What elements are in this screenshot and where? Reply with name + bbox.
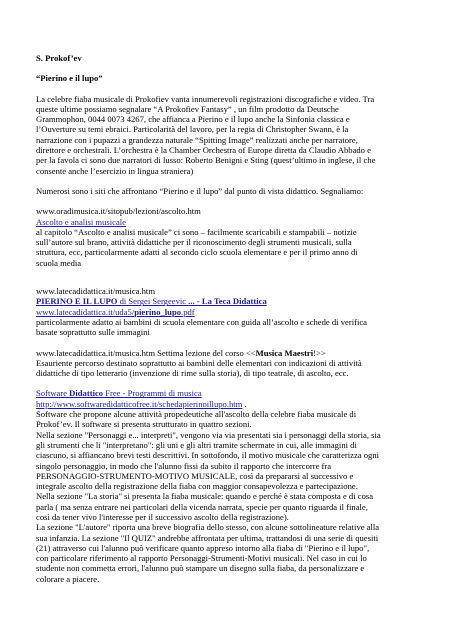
site-oradimusica [36, 206, 420, 268]
description-line: sua infanzia. La sezione "Il QUIZ" andrebbe affrontata per ultima, trattandosi di una serie di quesiti [36, 532, 379, 543]
lesson-text: .htm Settima lezione del corso << [139, 347, 256, 358]
pierino-lupo-link[interactable] [36, 296, 420, 306]
ascolto-analisi-link[interactable]: Ascolto e analisi musicale [36, 216, 126, 227]
link-text[interactable]: Software [36, 388, 70, 399]
intro-line: narrazione con i pupazzi a grandezza naturale “Spitting Image” realizzati anche per narratore, [36, 134, 358, 145]
site-url[interactable] [36, 286, 420, 296]
description-line: gli strumenti che li "interpretano": gli uni e gli altri tramite schermate in cui, alle immagini di [36, 439, 357, 450]
intro-line: Grammophon, 0044 0073 4267, che affianca a Pierino e il lupo anche la Sinfonia classica e [36, 114, 350, 125]
link-text-bold[interactable]: Didattica [232, 296, 267, 307]
site-description-line: struttura, ecc, particolarmente adatti al secondo ciclo scuola elementare e per il primo anno di [36, 247, 358, 258]
pdf-url-ext[interactable]: .pdf [181, 306, 195, 317]
description-line: Prokof’ev. Il software si presenta strutturato in quattro sezioni. [36, 419, 252, 430]
intro-line: La celebre fiaba musicale di Prokofiev vanta innumerevoli registrazioni discografiche e video. Tra [36, 93, 375, 104]
site-url[interactable]: www.oradimusica.it/sitopub/lezioni/ascolto.htm [36, 206, 201, 217]
lesson-text-end: !>> [313, 347, 326, 358]
intro-paragraph [36, 94, 420, 176]
description-line: colorare a piacere. [36, 573, 100, 584]
lesson-line [36, 348, 420, 358]
link-text-bold[interactable]: PIERINO E IL LUPO [36, 296, 118, 307]
description-line: con particolare riferimento al rapporto Personaggi-Strumenti-Motivi musicali. Nel caso in cui lo [36, 553, 367, 564]
description-line: studente non commetta errori, l'alunno può stampare un disegno sulla fiaba, da personalizzare e [36, 563, 365, 574]
intro-line: queste ultime possiamo segnalare “A Prokofiev Fantasy” , un film prodotto da Deutsche [36, 103, 339, 114]
intro-line: per la favola ci sono due narratori di lusso: Roberto Benigni e Sting (quest’ultimo in inglese, il che [36, 155, 376, 166]
intro-line: direttore e orchestrali. L’orchestra è la Chamber Orchestra of Europe diretta da Claudio Abbado e [36, 145, 371, 156]
sites-intro: Numerosi sono i siti che affrontano “Pierino e il lupo” dal punto di vista didattico. Segnaliamo: [36, 185, 364, 196]
site-latecadidattica [36, 286, 420, 337]
description-line: singolo personaggio, in modo che l'alunno fissi da subito il rapporto che intercorre fra [36, 460, 332, 471]
description-line: Nella sezione "Personaggi e... interpreti", vengono via via presentati sia i personaggi della storia, sia [36, 429, 381, 440]
site-url-text[interactable]: www.latecadidattica.it/musica [36, 347, 140, 358]
site-latecadidattica-musica [36, 348, 420, 379]
description-line: (21) attraverso cui l'alunno può verificare quanto appreso intorno alla fiaba di "Pierino e il lupo", [36, 542, 370, 553]
document-page [36, 53, 420, 584]
url-suffix: . [242, 398, 247, 409]
site-description-line: sull’autore sul brano, attività didattiche per il riconoscimento degli strumenti musicali, sulla [36, 237, 352, 248]
software-url-line [36, 399, 420, 409]
intro-line: l’Ouverture su temi ebraici. Particolarità del lavoro, per la regia di Christopher Swann, è la [36, 124, 349, 135]
site-description-line: didattiche di tipo letterario (invenzione di rime sulla storia), di tipo teatrale, di ascolto, ecc. [36, 368, 349, 379]
intro-line: consente anche l’esercizio in lingua straniera) [36, 165, 194, 176]
document-heading: S. Prokof’ev [36, 53, 82, 63]
document-subheading: “Pierino e il lupo” [36, 73, 103, 84]
description-line: integrale ascolto della registrazione della fiaba con maggior consapevolezza e partecipazione. [36, 481, 358, 492]
site-url-text[interactable]: www.latecadidattica.it/musica.htm [36, 286, 155, 297]
link-text-bold[interactable]: ... - La Teca [188, 296, 233, 307]
description-line: così da tener vivo l'interesse per il successivo ascolto della registrazione). [36, 511, 289, 522]
link-text[interactable]: Free - Programmi di musica [103, 388, 202, 399]
link-text-bold[interactable]: Didattico [69, 388, 104, 399]
site-description-line: scuola media [36, 257, 82, 268]
site-description-line: particolarmente adatto ai bambini di scuola elementare con guida all’ascolto e schede di verifica [36, 316, 367, 327]
description-line: La sezione "L'autore" riporta una breve biografia dello stesso, con alcune sottolineature relative alla [36, 522, 380, 533]
link-text[interactable]: di Sergei Sergeevic [117, 296, 189, 307]
description-line: Nella sezione "La storia" si presenta la fiaba musicale: quando e perché è stata composta e di cosa [36, 491, 374, 502]
lesson-title: Musica Maestri [255, 347, 314, 358]
description-line: PERSONAGGIO-STRUMENTO-MOTIVO MUSICALE, così da prepararsi al successivo e [36, 470, 354, 481]
software-url[interactable]: http://www.softwaredidatticofree.it/schedapierinoillupo.htm [36, 398, 243, 409]
pdf-url-text[interactable]: www.latecadidattica.it/uda5/ [36, 306, 135, 317]
description-line: ciascuno, si affiancano brevi testi descrittivi. In sottofondo, il motivo musicale che caratterizza ogni [36, 450, 380, 461]
site-description-line: basate soprattutto sulle immagini [36, 327, 150, 338]
site-description-line: Esauriente percorso destinato soprattutto ai bambini delle elementari con indicazioni di attività [36, 357, 362, 368]
software-title-link[interactable] [36, 388, 420, 398]
pdf-url[interactable] [36, 307, 420, 317]
software-description [36, 409, 426, 584]
description-line: parla ( ma senza entrare nei particolari della vicenda narrata, specie per quanto riguarda il finale, [36, 501, 368, 512]
pdf-url-bold[interactable]: pierino_lupo [134, 306, 182, 317]
description-line: Software che propone alcune attività propedeutiche all'ascolto della celebre fiaba musicale di [36, 409, 357, 420]
site-software-didattico [36, 388, 420, 584]
site-description-line: al capitolo “Ascolto e analisi musicale” ci sono – facilmente scaricabili e stampabili – notizie [36, 226, 357, 237]
